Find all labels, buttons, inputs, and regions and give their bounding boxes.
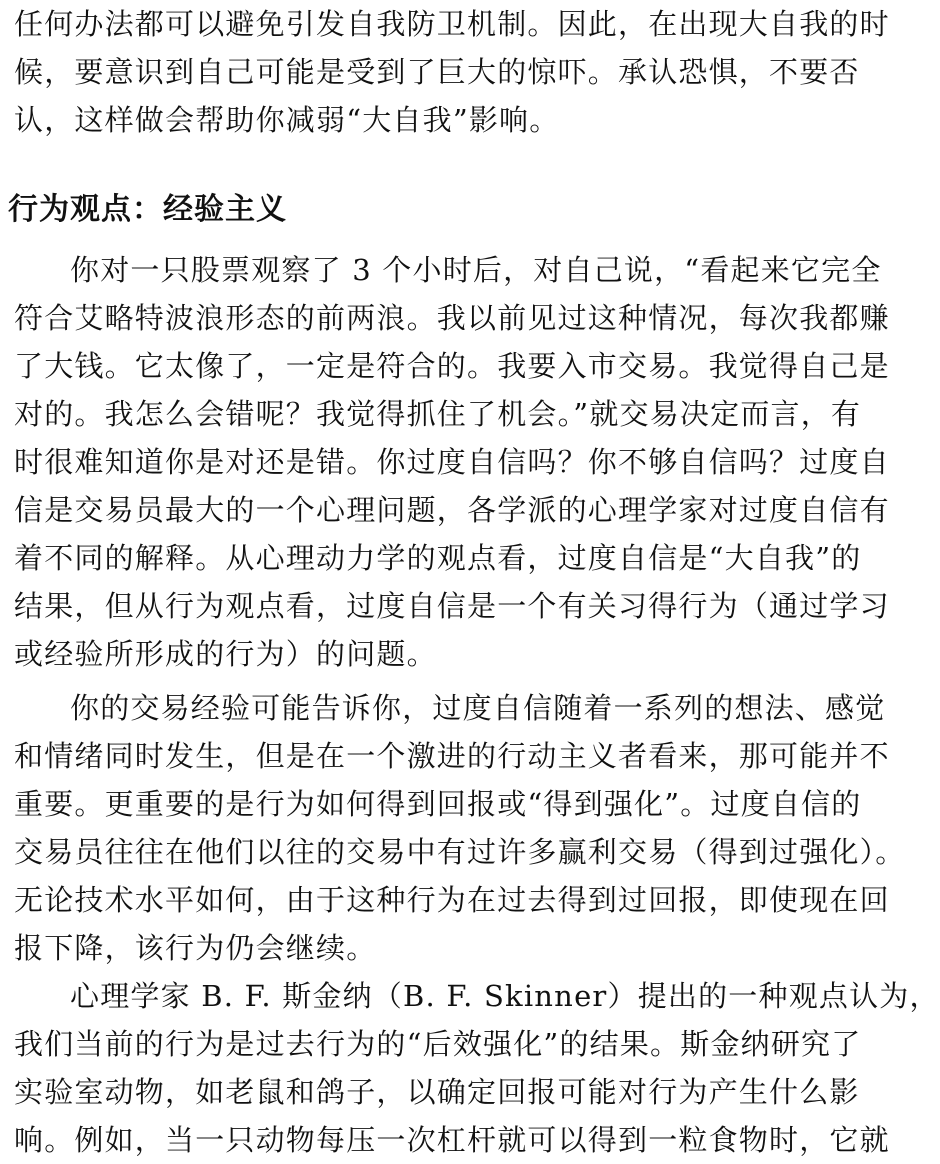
paragraph-3-line-2: 我们当前的行为是过去行为的“后效强化”的结果。斯金纳研究了 xyxy=(14,1027,862,1061)
paragraph-1-line-6: 信是交易员最大的一个心理问题，各学派的心理学家对过度自信有 xyxy=(14,493,890,527)
paragraph-1-line-5: 时很难知道你是对还是错。你过度自信吗？你不够自信吗？过度自 xyxy=(14,445,890,479)
paragraph-2-line-5: 无论技术水平如何，由于这种行为在过去得到过回报，即使现在回 xyxy=(14,883,890,917)
paragraph-3-line-3: 实验室动物，如老鼠和鸽子，以确定回报可能对行为产生什么影 xyxy=(14,1075,860,1109)
paragraph-1-line-8: 结果，但从行为观点看，过度自信是一个有关习得行为（通过学习 xyxy=(14,589,890,623)
intro-line-2: 候，要意识到自己可能是受到了巨大的惊吓。承认恐惧，不要否 xyxy=(14,55,860,89)
intro-line-1: 任何办法都可以避免引发自我防卫机制。因此，在出现大自我的时 xyxy=(14,7,890,41)
paragraph-1-line-9: 或经验所形成的行为）的问题。 xyxy=(14,637,437,671)
paragraph-1-line-3: 了大钱。它太像了，一定是符合的。我要入市交易。我觉得自己是 xyxy=(14,349,890,383)
paragraph-1-line-2: 符合艾略特波浪形态的前两浪。我以前见过这种情况，每次我都赚 xyxy=(14,301,890,335)
paragraph-3-line-4: 响。例如，当一只动物每压一次杠杆就可以得到一粒食物时，它就 xyxy=(14,1123,890,1157)
paragraph-1-line-7: 着不同的解释。从心理动力学的观点看，过度自信是“大自我”的 xyxy=(14,541,862,575)
paragraph-2-line-6: 报下降，该行为仍会继续。 xyxy=(14,931,377,965)
paragraph-3-line-1: 心理学家 B. F. 斯金纳（B. F. Skinner）提出的一种观点认为， xyxy=(70,979,940,1013)
paragraph-2-line-4: 交易员往往在他们以往的交易中有过许多赢利交易（得到过强化）。 xyxy=(14,835,906,869)
paragraph-1-line-1: 你对一只股票观察了 3 个小时后，对自己说，“看起来它完全 xyxy=(70,253,882,287)
section-heading: 行为观点：经验主义 xyxy=(8,192,287,227)
paragraph-1-line-4: 对的。我怎么会错呢？我觉得抓住了机会。”就交易决定而言，有 xyxy=(14,397,862,431)
paragraph-2-line-3: 重要。更重要的是行为如何得到回报或“得到强化”。过度自信的 xyxy=(14,787,862,821)
intro-line-3: 认，这样做会帮助你减弱“大自我”影响。 xyxy=(14,103,560,137)
paragraph-2-line-1: 你的交易经验可能告诉你，过度自信随着一系列的想法、感觉 xyxy=(70,691,886,725)
paragraph-2-line-2: 和情绪同时发生，但是在一个激进的行动主义者看来，那可能并不 xyxy=(14,739,890,773)
